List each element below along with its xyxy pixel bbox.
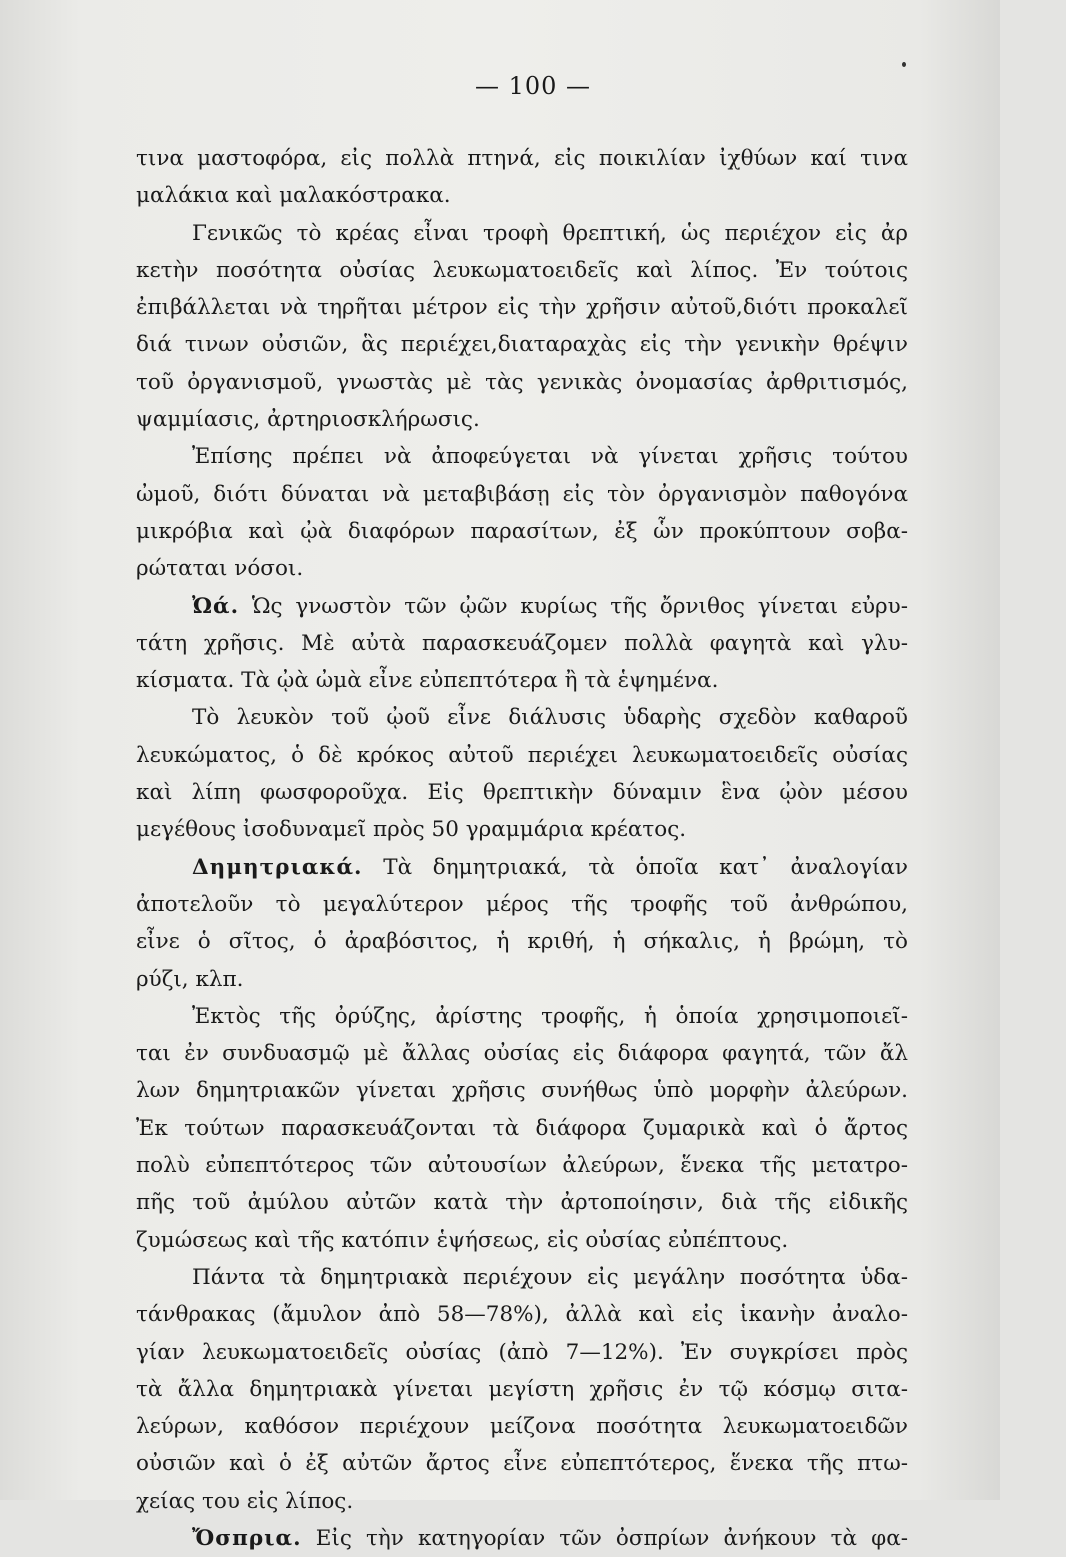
text-line (136, 1035, 908, 1072)
text-line (136, 1520, 908, 1557)
line-text: Ἐκ τούτων παρασκευάζονται τὰ διάφορα ζυμαρικὰ καὶ ὁ ἄρτος (136, 1115, 908, 1141)
text-line (136, 737, 908, 774)
text-line (136, 811, 908, 848)
line-text: Πάντα τὰ δημητριακὰ περιέχουν εἰς μεγάλην ποσότητα ὑδα- (192, 1264, 908, 1290)
line-text: μεγέθους ἰσοδυναμεῖ πρὸς 50 γραμμάρια κρέατος. (136, 817, 687, 843)
line-text: λων δημητριακῶν γίνεται χρῆσις συνήθως ὑπὸ μορφὴν ἀλεύρων. (136, 1078, 908, 1104)
line-text: ψαμμίασις, ἀρτηριοσκλήρωσις. (136, 407, 480, 433)
section-heading: Δημητριακά. (192, 854, 363, 880)
line-text: εἶνε ὁ σῖτος, ὁ ἀραβόσιτος, ἡ κριθή, ἡ σήκαλις, ἡ βρώμη, τὸ (136, 929, 908, 955)
line-text: πῆς τοῦ ἀμύλου αὐτῶν κατὰ τὴν ἀρτοποίησιν, διὰ τῆς εἰδικῆς (136, 1190, 908, 1216)
text-line (136, 662, 908, 699)
line-text: τάνθρακας (ἄμυλον ἀπὸ 58—78%), ἀλλὰ καὶ εἰς ἱκανὴν ἀναλο- (136, 1302, 908, 1328)
text-line (136, 1184, 908, 1221)
line-text: κετὴν ποσότητα οὐσίας λευκωματοειδεῖς καὶ λίπος. Ἐν τούτοις (136, 257, 908, 283)
text-line (136, 513, 908, 550)
line-text: λευκώματος, ὁ δὲ κρόκος αὐτοῦ περιέχει λευκωματοειδεῖς οὐσίας (136, 742, 908, 768)
text-line (136, 1110, 908, 1147)
line-text: ἐπιβάλλεται νὰ τηρῆται μέτρον εἰς τὴν χρῆσιν αὐτοῦ,διότι προκαλεῖ (136, 295, 908, 321)
text-line (136, 998, 908, 1035)
line-text: ζυμώσεως καὶ τῆς κατόπιν ἑψήσεως, εἰς οὐσίας εὐπέπτους. (136, 1227, 789, 1253)
text-line (136, 961, 908, 998)
line-text: γίαν λευκωματοειδεῖς οὐσίας (ἀπὸ 7—12%). Ἐν συγκρίσει πρὸς (136, 1339, 908, 1365)
line-text: Τὰ δημητριακά, τὰ ὁποῖα κατ᾽ ἀναλογίαν (362, 854, 908, 880)
ink-speck (902, 62, 906, 67)
line-text: τάτη χρῆσις. Μὲ αὐτὰ παρασκευάζομεν πολλὰ φαγητὰ καὶ γλυ- (136, 630, 908, 656)
text-line (136, 625, 908, 662)
text-line (136, 1371, 908, 1408)
line-text: τινα μαστοφόρα, εἰς πολλὰ πτηνά, εἰς ποικιλίαν ἰχθύων καί τινα (136, 146, 908, 171)
line-text: χείας του εἰς λίπος. (136, 1488, 354, 1514)
line-text: Ἐκτὸς τῆς ὀρύζης, ἀρίστης τροφῆς, ἡ ὁποία χρησιμοποιεῖ- (192, 1003, 908, 1029)
text-line (136, 1334, 908, 1371)
line-text: διά τινων οὐσιῶν, ἃς περιέχει,διαταραχὰς εἰς τὴν γενικὴν θρέψιν (136, 332, 908, 358)
page-number: — 100 — (474, 72, 592, 100)
line-text: Ὡς γνωστὸν τῶν ᾠῶν κυρίως τῆς ὄρνιθος γίνεται εὐρυ- (239, 593, 908, 619)
line-text: ὠμοῦ, διότι δύναται νὰ μεταβιβάσῃ εἰς τὸν ὀργανισμὸν παθογόνα (136, 481, 908, 507)
line-text: πολὺ εὐπεπτότερος τῶν αὐτουσίων ἀλεύρων, ἕνεκα τῆς μετατρο- (136, 1153, 908, 1179)
line-text: ται ἐν συνδυασμῷ μὲ ἄλλας οὐσίας εἰς διάφορα φαγητά, τῶν ἄλ (136, 1041, 908, 1067)
line-text: ρύζι, κλπ. (136, 966, 244, 992)
text-line (136, 438, 908, 475)
text-line (136, 699, 908, 736)
line-text: μαλάκια καὶ μαλακόστρακα. (136, 183, 451, 209)
text-line (136, 886, 908, 923)
line-text: οὐσιῶν καὶ ὁ ἐξ αὐτῶν ἄρτος εἶνε εὐπεπτότερος, ἕνεκα τῆς πτω- (136, 1451, 908, 1477)
text-line (136, 550, 908, 587)
text-line (136, 289, 908, 326)
text-line (136, 252, 908, 289)
text-line (136, 1296, 908, 1333)
section-heading: Ὠά. (192, 593, 240, 619)
text-line (136, 774, 908, 811)
line-text: Εἰς τὴν κατηγορίαν τῶν ὀσπρίων ἀνήκουν τὰ φα- (301, 1525, 908, 1551)
line-text: μικρόβια καὶ ᾠὰ διαφόρων παρασίτων, ἐξ ὧν προκύπτουν σοβα- (136, 518, 908, 544)
text-line (136, 140, 908, 177)
text-line (136, 215, 908, 252)
text-line (136, 1408, 908, 1445)
line-text: λεύρων, καθόσον περιέχουν μείζονα ποσότητα λευκωματοειδῶν (136, 1414, 908, 1440)
text-line (136, 401, 908, 438)
text-line (136, 1147, 908, 1184)
text-line (136, 476, 908, 513)
text-line (136, 923, 908, 960)
line-text: τὰ ἄλλα δημητριακὰ γίνεται μεγίστη χρῆσις ἐν τῷ κόσμῳ σιτα- (136, 1376, 908, 1402)
text-line (136, 849, 908, 886)
section-heading: Ὄσπρια. (192, 1525, 302, 1551)
line-text: Γενικῶς τὸ κρέας εἶναι τροφὴ θρεπτική, ὡς περιέχον εἰς ἀρ (192, 220, 908, 246)
line-text: ρώταται νόσοι. (136, 556, 304, 582)
line-text: ἀποτελοῦν τὸ μεγαλύτερον μέρος τῆς τροφῆς τοῦ ἀνθρώπου, (136, 891, 908, 917)
line-text: Ἐπίσης πρέπει νὰ ἀποφεύγεται νὰ γίνεται χρῆσις τούτου (192, 444, 908, 470)
text-line (136, 1483, 908, 1520)
text-line (136, 588, 908, 625)
line-text: καὶ λίπη φωσφοροῦχα. Εἰς θρεπτικὴν δύναμιν ἓνα ᾠὸν μέσου (136, 780, 908, 806)
text-line (136, 1072, 908, 1109)
text-line (136, 364, 908, 401)
text-line (136, 1445, 908, 1482)
line-text: κίσματα. Τὰ ᾠὰ ὠμὰ εἶνε εὐπεπτότερα ἢ τὰ ἑψημένα. (136, 668, 719, 694)
text-line (136, 1222, 908, 1259)
line-text: Τὸ λευκὸν τοῦ ᾠοῦ εἶνε διάλυσις ὑδαρὴς σχεδὸν καθαροῦ (192, 705, 908, 731)
text-line (136, 177, 908, 214)
line-text: τοῦ ὀργανισμοῦ, γνωστὰς μὲ τὰς γενικὰς ὀνομασίας ἀρθριτισμός, (136, 369, 908, 395)
body-text (136, 140, 908, 1557)
text-line (136, 1259, 908, 1296)
text-line (136, 326, 908, 363)
